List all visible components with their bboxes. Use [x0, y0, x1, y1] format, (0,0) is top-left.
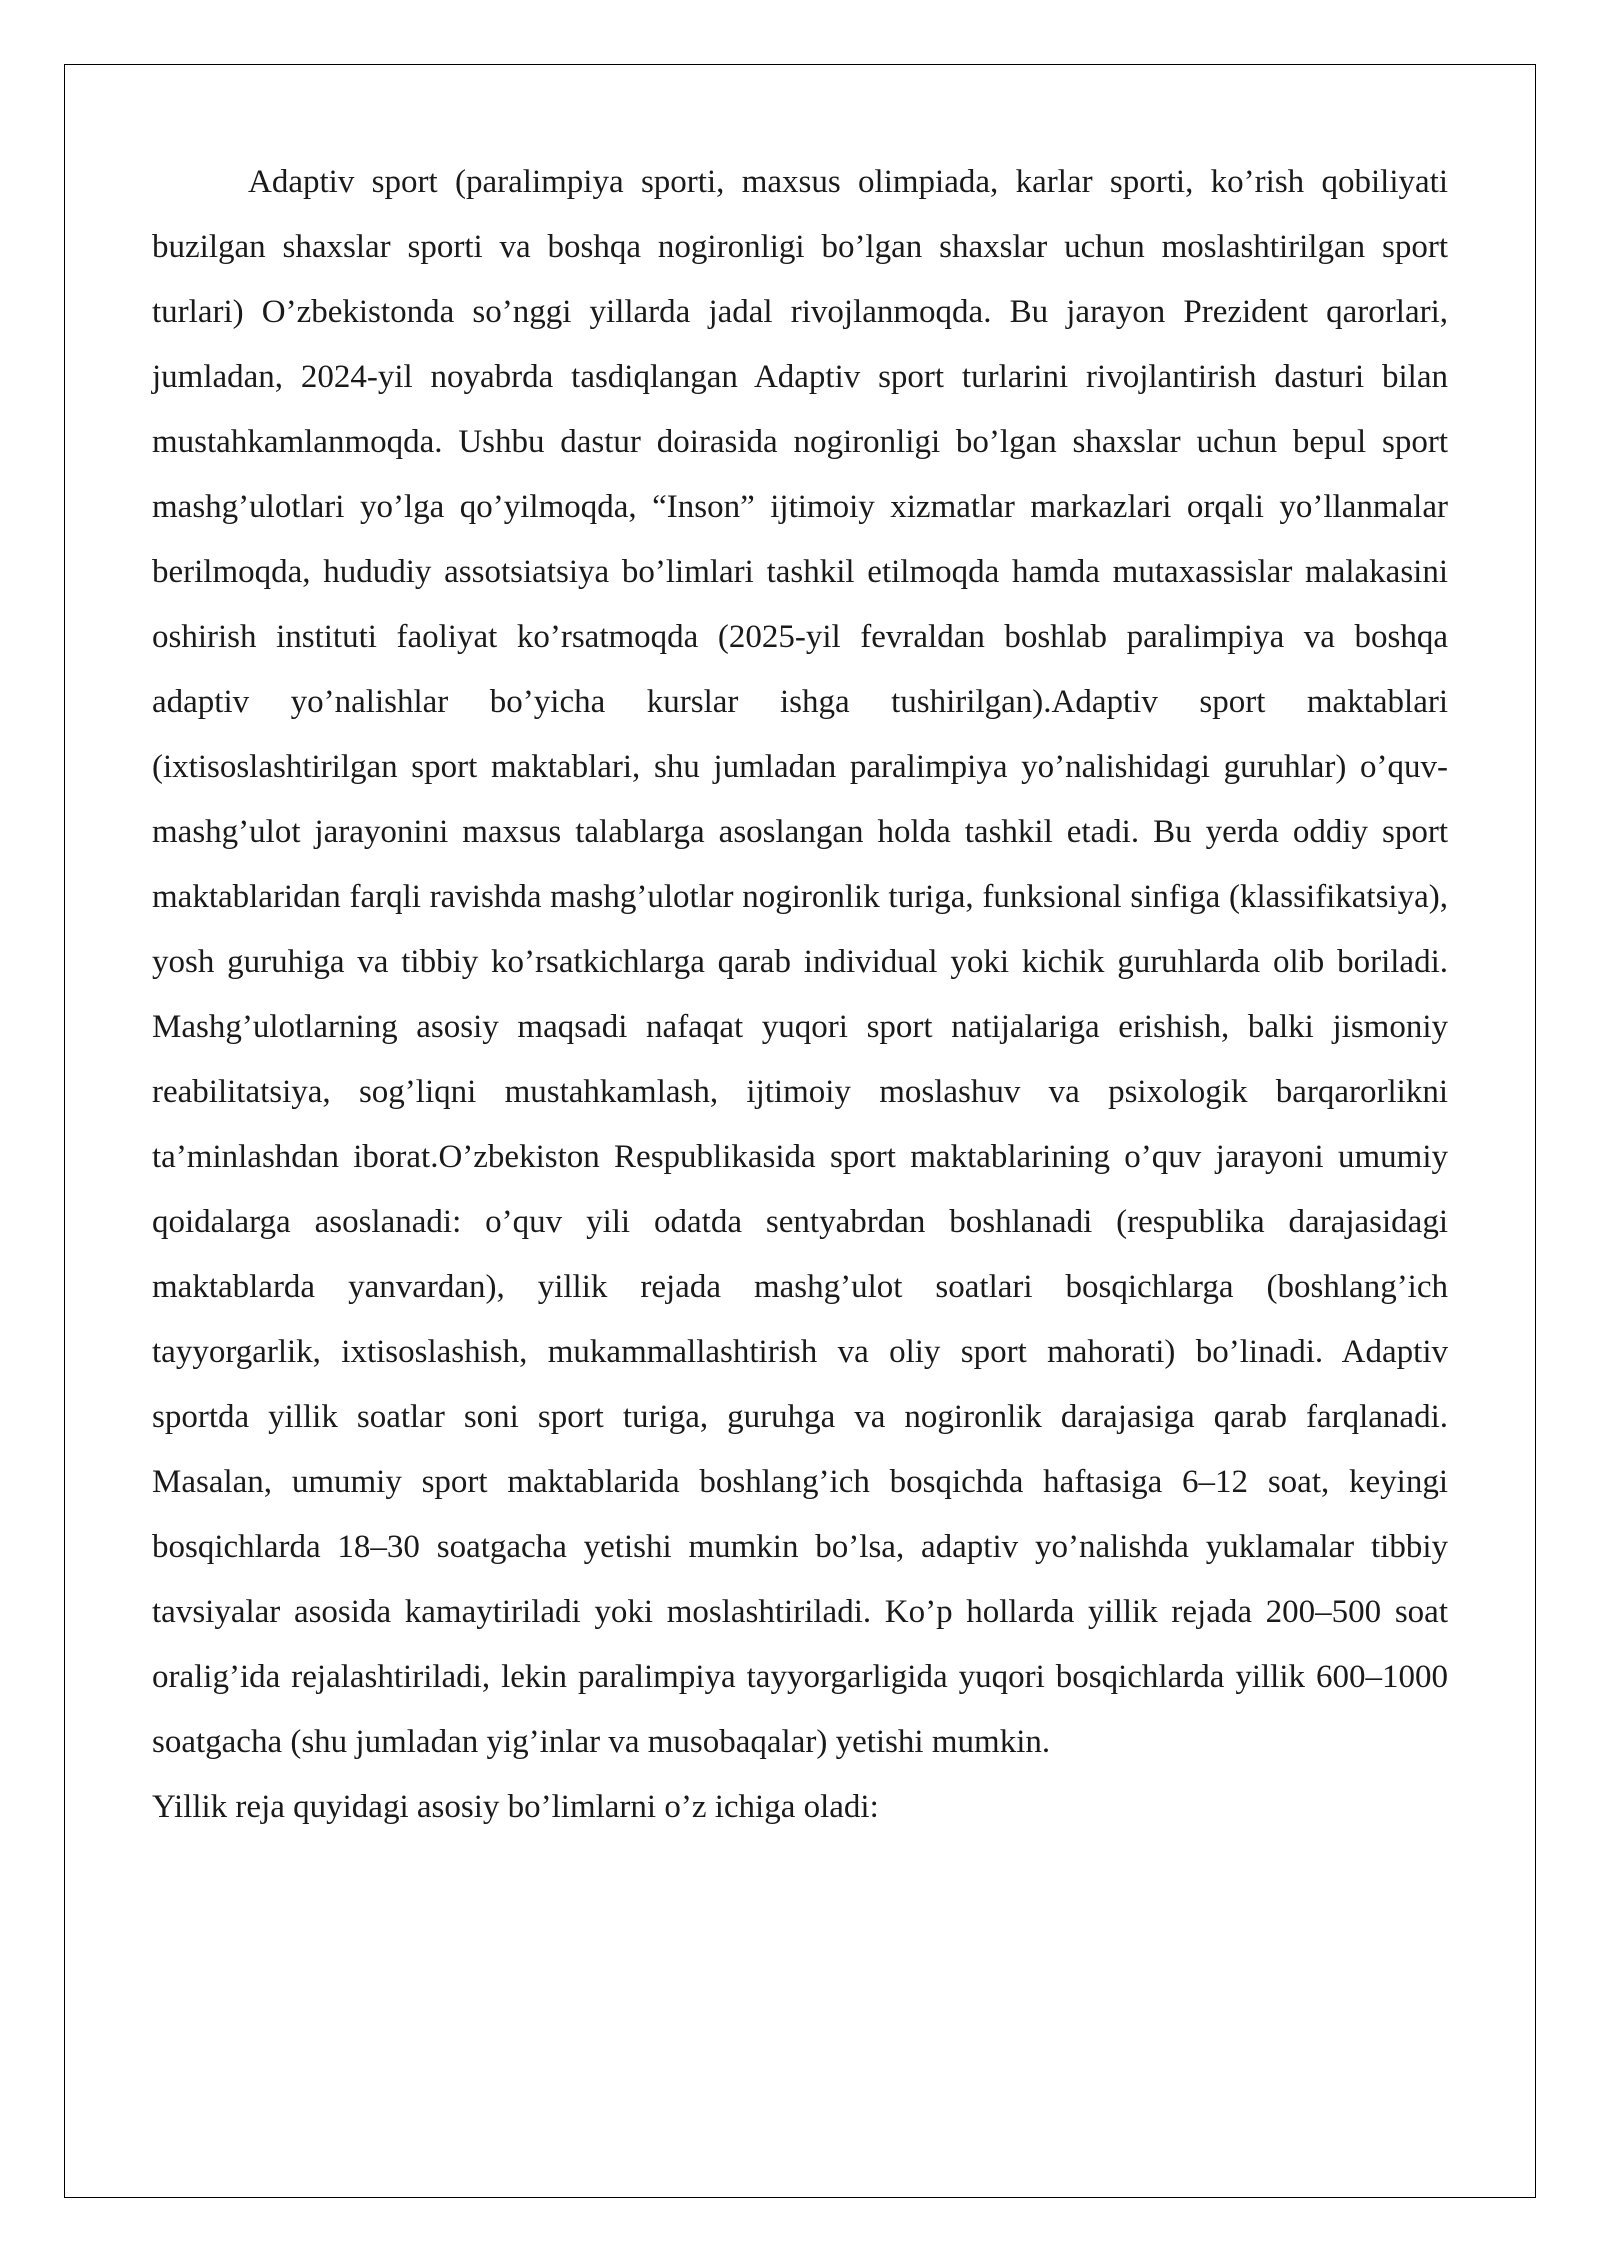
document-body	[152, 150, 1448, 1840]
paragraph-main: Adaptiv sport (paralimpiya sporti, maxsus olimpiada, karlar sporti, ko’rish qobiliyati buzilgan shaxslar sporti va boshqa nogironligi bo’lgan shaxslar uchun moslashtirilgan sport turlari) O’zbekistonda so’nggi yillarda jadal rivojlanmoqda. Bu jarayon Prezident qarorlari, jumladan, 2024-yil noyabrda tasdiqlangan Adaptiv sport turlarini rivojlantirish dasturi bilan mustahkamlanmoqda. Ushbu dastur doirasida nogironligi bo’lgan shaxslar uchun bepul sport mashg’ulotlari yo’lga qo’yilmoqda, “Inson” ijtimoiy xizmatlar markazlari orqali yo’llanmalar berilmoqda, hududiy assotsiatsiya bo’limlari tashkil etilmoqda hamda mutaxassislar malakasini oshirish instituti faoliyat ko’rsatmoqda (2025-yil fevraldan boshlab paralimpiya va boshqa adaptiv yo’nalishlar bo’yicha kurslar ishga tushirilgan).Adaptiv sport maktablari (ixtisoslashtirilgan sport maktablari, shu jumladan paralimpiya yo’nalishidagi guruhlar) o’quv-mashg’ulot jarayonini maxsus talablarga asoslangan holda tashkil etadi. Bu yerda oddiy sport maktablaridan farqli ravishda mashg’ulotlar nogironlik turiga, funksional sinfiga (klassifikatsiya), yosh guruhiga va tibbiy ko’rsatkichlarga qarab individual yoki kichik guruhlarda olib boriladi. Mashg’ulotlarning asosiy maqsadi nafaqat yuqori sport natijalariga erishish, balki jismoniy reabilitatsiya, sog’liqni mustahkamlash, ijtimoiy moslashuv va psixologik barqarorlikni ta’minlashdan iborat.O’zbekiston Respublikasida sport maktablarining o’quv jarayoni umumiy qoidalarga asoslanadi: o’quv yili odatda sentyabrdan boshlanadi (respublika darajasidagi maktablarda yanvardan), yillik rejada mashg’ulot soatlari bosqichlarga (boshlang’ich tayyorgarlik, ixtisoslashish, mukammallashtirish va oliy sport mahorati) bo’linadi. Adaptiv sportda yillik soatlar soni sport turiga, guruhga va nogironlik darajasiga qarab farqlanadi. Masalan, umumiy sport maktablarida boshlang’ich bosqichda haftasiga 6–12 soat, keyingi bosqichlarda 18–30 soatgacha yetishi mumkin bo’lsa, adaptiv yo’nalishda yuklamalar tibbiy tavsiyalar asosida kamaytiriladi yoki moslashtiriladi. Ko’p hollarda yillik rejada 200–500 soat oralig’ida rejalashtiriladi, lekin paralimpiya tayyorgarligida yuqori bosqichlarda yillik 600–1000 soatgacha (shu jumladan yig’inlar va musobaqalar) yetishi mumkin.	[152, 164, 1448, 1760]
paragraph-list-intro: Yillik reja quyidagi asosiy bo’limlarni o’z ichiga oladi:	[152, 1789, 879, 1825]
